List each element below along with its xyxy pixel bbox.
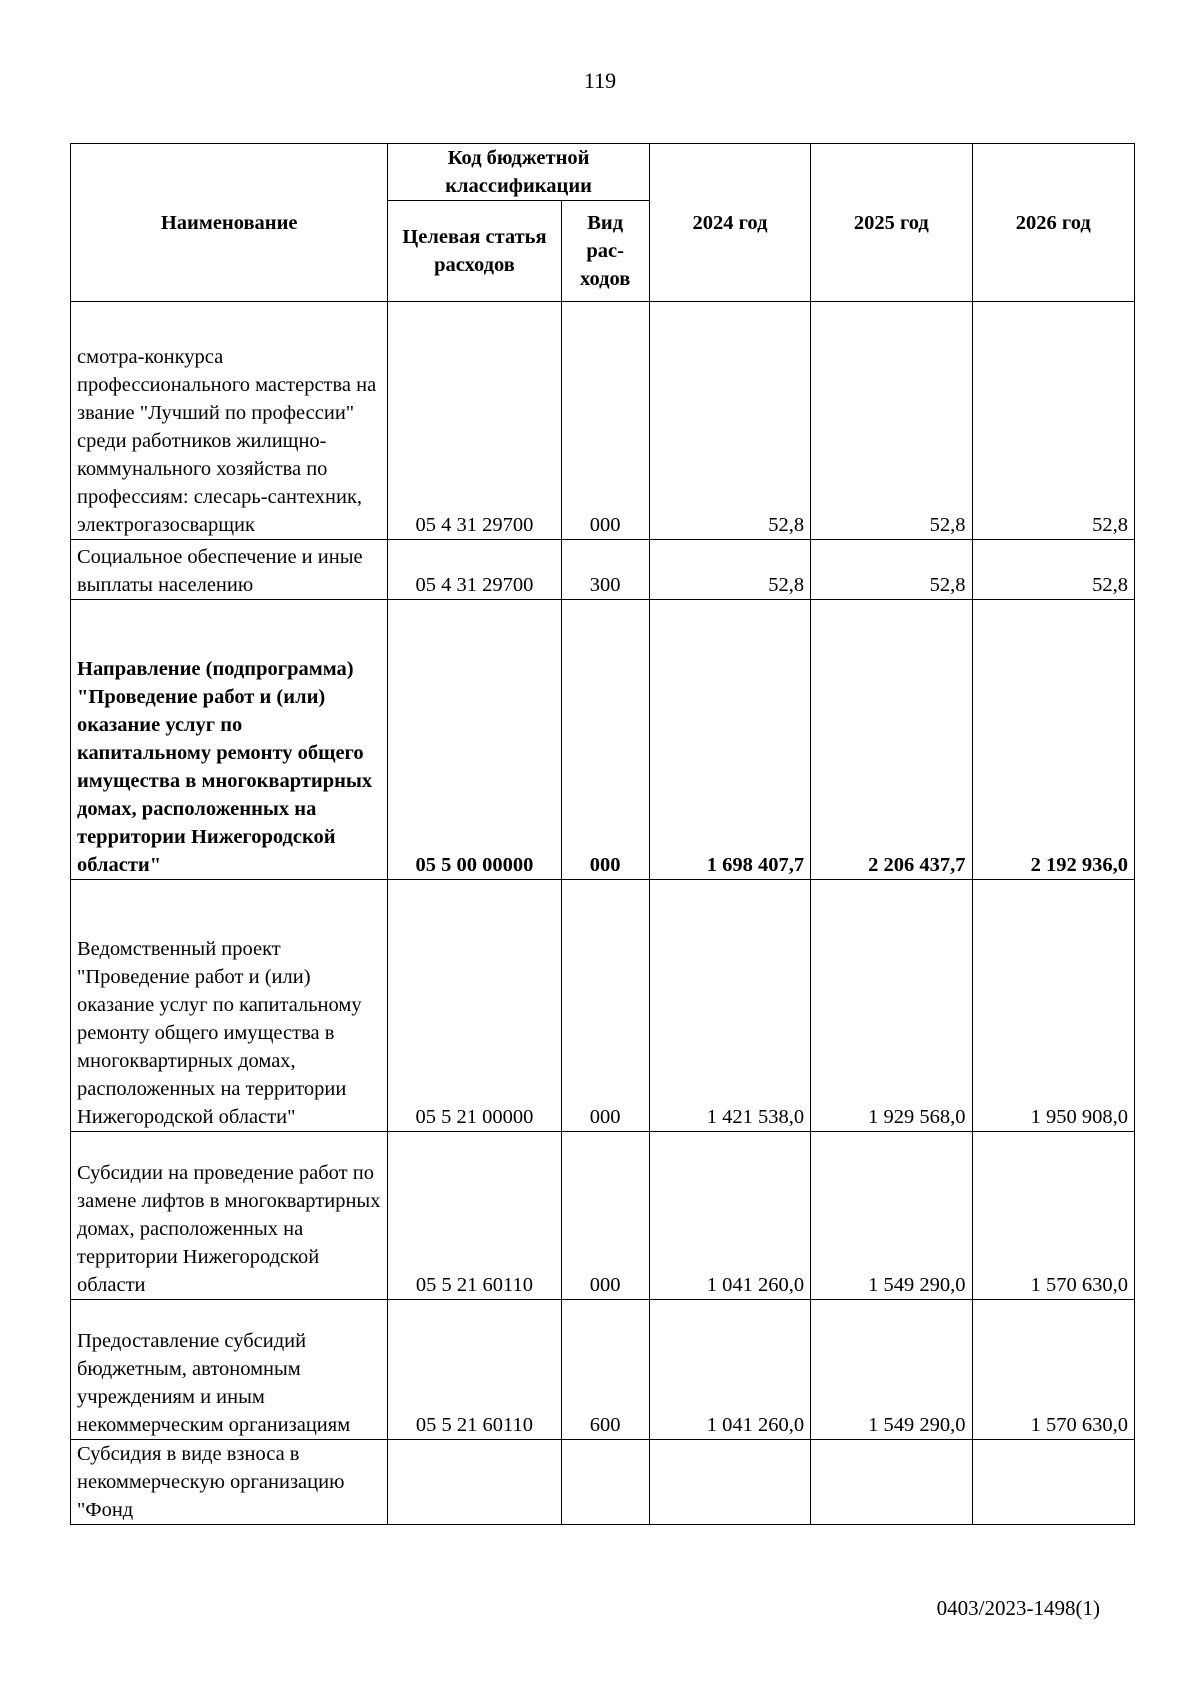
row-value-2025: 1 549 290,0 (811, 1132, 972, 1300)
header-2024: 2024 год (649, 144, 810, 302)
row-name: Социальное обеспечение и иные выплаты населению (71, 540, 388, 600)
row-name: Предоставление субсидий бюджетным, автономным учреждениям и иным некоммерческим организациям (71, 1300, 388, 1440)
row-value-2026: 1 950 908,0 (972, 880, 1135, 1132)
header-2025: 2025 год (811, 144, 972, 302)
row-value-2025: 1 929 568,0 (811, 880, 972, 1132)
row-name: смотра-конкурса профессионального мастерства на звание "Лучший по профессии" среди работников жилищно-коммунального хозяйства по профессиям: слесарь-сантехник, электрогазосварщик (71, 302, 388, 540)
row-value-2025 (811, 1440, 972, 1525)
budget-table (70, 143, 1135, 1525)
header-target-article: Целевая статья расходов (388, 201, 561, 302)
table-row (71, 1300, 1135, 1440)
row-value-2026: 52,8 (972, 540, 1135, 600)
row-value-2026: 1 570 630,0 (972, 1132, 1135, 1300)
row-target-code: 05 5 21 60110 (388, 1132, 561, 1300)
row-target-code: 05 5 21 60110 (388, 1300, 561, 1440)
table-row (71, 600, 1135, 880)
row-value-2024: 52,8 (649, 302, 810, 540)
row-expense-type: 300 (561, 540, 649, 600)
row-target-code: 05 4 31 29700 (388, 302, 561, 540)
row-name: Ведомственный проект "Проведение работ и (или) оказание услуг по капитальному ремонту общего имущества в многоквартирных домах, расположенных на территории Нижегородской области" (71, 880, 388, 1132)
header-expense-type: Вид рас-ходов (561, 201, 649, 302)
row-value-2024: 1 698 407,7 (649, 600, 810, 880)
table-row (71, 1440, 1135, 1525)
table-row (71, 540, 1135, 600)
table-row (71, 880, 1135, 1132)
row-expense-type: 000 (561, 302, 649, 540)
row-value-2025: 52,8 (811, 540, 972, 600)
row-value-2024: 52,8 (649, 540, 810, 600)
row-value-2026: 2 192 936,0 (972, 600, 1135, 880)
row-expense-type: 000 (561, 880, 649, 1132)
header-kbk-group: Код бюджетной классификации (388, 144, 649, 201)
row-value-2024: 1 421 538,0 (649, 880, 810, 1132)
row-value-2026: 1 570 630,0 (972, 1300, 1135, 1440)
row-name: Направление (подпрограмма) "Проведение работ и (или) оказание услуг по капитальному ремонту общего имущества в многоквартирных домах, расположенных на территории Нижегородской области" (71, 600, 388, 880)
row-expense-type: 600 (561, 1300, 649, 1440)
row-expense-type (561, 1440, 649, 1525)
row-value-2024: 1 041 260,0 (649, 1300, 810, 1440)
row-expense-type: 000 (561, 600, 649, 880)
table-row (71, 1132, 1135, 1300)
row-name: Субсидии на проведение работ по замене лифтов в многоквартирных домах, расположенных на территории Нижегородской области (71, 1132, 388, 1300)
row-target-code: 05 5 00 00000 (388, 600, 561, 880)
row-value-2025: 52,8 (811, 302, 972, 540)
row-value-2024: 1 041 260,0 (649, 1132, 810, 1300)
row-value-2024 (649, 1440, 810, 1525)
row-target-code (388, 1440, 561, 1525)
row-target-code: 05 4 31 29700 (388, 540, 561, 600)
row-value-2025: 2 206 437,7 (811, 600, 972, 880)
document-code: 0403/2023-1498(1) (936, 1596, 1100, 1620)
row-value-2025: 1 549 290,0 (811, 1300, 972, 1440)
header-name: Наименование (71, 144, 388, 302)
row-value-2026 (972, 1440, 1135, 1525)
row-name: Субсидия в виде взноса в некоммерческую организацию "Фонд (71, 1440, 388, 1525)
table-row (71, 302, 1135, 540)
row-expense-type: 000 (561, 1132, 649, 1300)
header-2026: 2026 год (972, 144, 1135, 302)
row-value-2026: 52,8 (972, 302, 1135, 540)
row-target-code: 05 5 21 00000 (388, 880, 561, 1132)
page-number: 119 (583, 68, 617, 93)
